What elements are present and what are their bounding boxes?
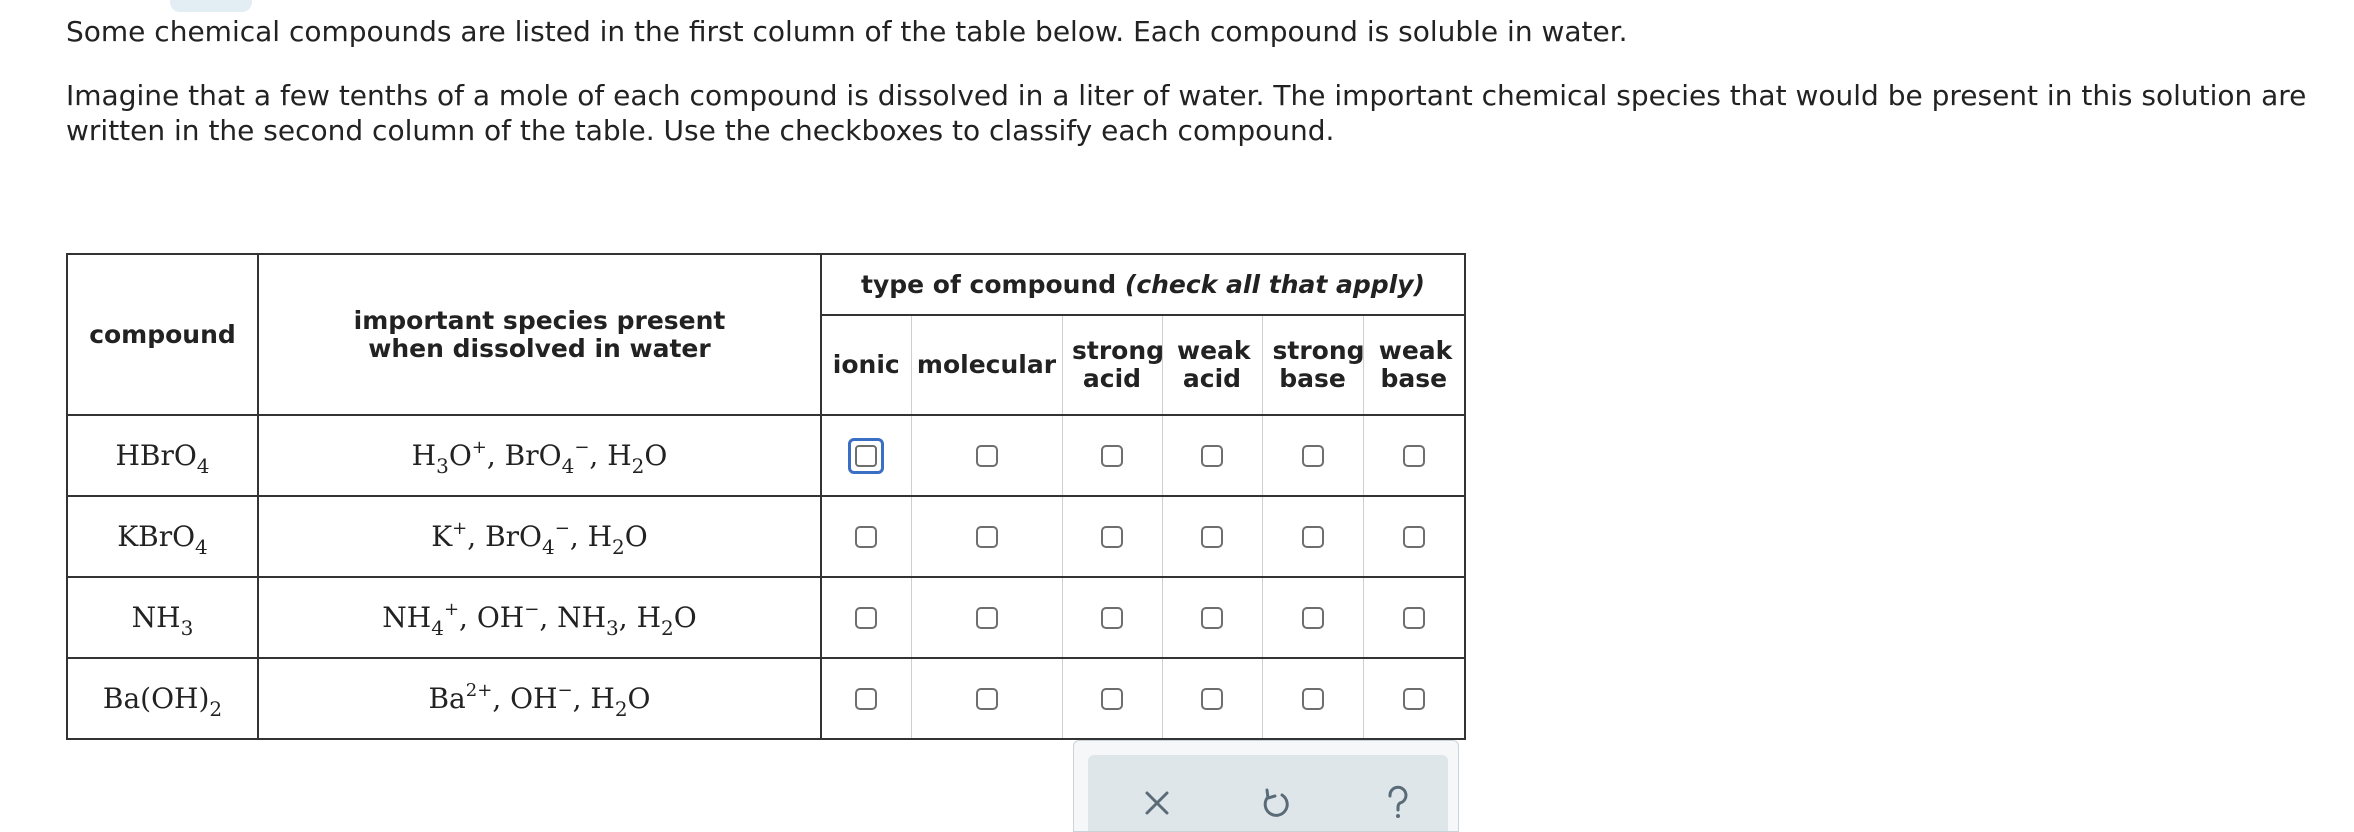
ionic-cell bbox=[821, 415, 911, 496]
strong-base-cell bbox=[1262, 577, 1363, 658]
molecular-cell bbox=[911, 658, 1062, 739]
checkbox-strong-acid[interactable] bbox=[1101, 688, 1123, 710]
checkbox-molecular[interactable] bbox=[976, 607, 998, 629]
header-ionic: ionic bbox=[821, 315, 911, 415]
compound-cell: KBrO$_4$ bbox=[67, 496, 258, 577]
undo-icon bbox=[1259, 787, 1291, 819]
compound-cell: $Ba(OH)_2$ bbox=[67, 658, 258, 739]
strong-base-cell bbox=[1262, 658, 1363, 739]
answer-toolbar-panel bbox=[1088, 755, 1448, 831]
checkbox-weak-acid[interactable] bbox=[1201, 688, 1223, 710]
undo-button[interactable] bbox=[1253, 781, 1297, 825]
checkbox-strong-acid[interactable] bbox=[1101, 607, 1123, 629]
classification-table bbox=[66, 253, 1466, 740]
checkbox-weak-acid[interactable] bbox=[1201, 445, 1223, 467]
header-molecular: molecular bbox=[911, 315, 1062, 415]
species-cell: K+, BrO$_4$−, $H_2O$ bbox=[258, 496, 821, 577]
compound-cell: $NH_3$ bbox=[67, 577, 258, 658]
species-cell: $NH_4^+$, OH−, $NH_3$, $H_2O$ bbox=[258, 577, 821, 658]
species-cell: $H_3O^+$, BrO$_4$−, $H_2O$ bbox=[258, 415, 821, 496]
molecular-cell bbox=[911, 415, 1062, 496]
weak-acid-cell bbox=[1162, 577, 1262, 658]
top-tab bbox=[170, 0, 252, 12]
instructions-line-2: Imagine that a few tenths of a mole of each compound is dissolved in a liter of water. The important chemical species that would be present in this solution are written in the second column of the table. Use the checkboxes to classify each compound. bbox=[66, 79, 2307, 147]
checkbox-weak-acid[interactable] bbox=[1201, 607, 1223, 629]
weak-base-cell bbox=[1363, 415, 1465, 496]
weak-acid-cell bbox=[1162, 658, 1262, 739]
weak-acid-cell bbox=[1162, 415, 1262, 496]
strong-acid-cell bbox=[1062, 415, 1162, 496]
checkbox-strong-base[interactable] bbox=[1302, 607, 1324, 629]
strong-base-cell bbox=[1262, 415, 1363, 496]
header-weak-acid-label: weak acid bbox=[1177, 336, 1251, 393]
weak-acid-cell bbox=[1162, 496, 1262, 577]
table-row bbox=[67, 496, 1465, 577]
checkbox-strong-acid[interactable] bbox=[1101, 445, 1123, 467]
weak-base-cell bbox=[1363, 658, 1465, 739]
checkbox-weak-acid[interactable] bbox=[1201, 526, 1223, 548]
compound-cell: HBrO$_4$ bbox=[67, 415, 258, 496]
header-type-of-compound bbox=[821, 254, 1465, 315]
clear-button[interactable] bbox=[1135, 781, 1179, 825]
molecular-cell bbox=[911, 496, 1062, 577]
checkbox-ionic[interactable] bbox=[855, 526, 877, 548]
checkbox-weak-base[interactable] bbox=[1403, 688, 1425, 710]
table-row bbox=[67, 577, 1465, 658]
help-button[interactable] bbox=[1376, 781, 1420, 825]
header-strong-base bbox=[1262, 315, 1363, 415]
checkbox-strong-base[interactable] bbox=[1302, 526, 1324, 548]
strong-acid-cell bbox=[1062, 658, 1162, 739]
checkbox-ionic[interactable] bbox=[855, 688, 877, 710]
weak-base-cell bbox=[1363, 496, 1465, 577]
header-weak-acid bbox=[1162, 315, 1262, 415]
checkbox-weak-base[interactable] bbox=[1403, 445, 1425, 467]
molecular-cell bbox=[911, 577, 1062, 658]
species-cell: $Ba^{2+}$, OH−, $H_2O$ bbox=[258, 658, 821, 739]
checkbox-molecular[interactable] bbox=[976, 526, 998, 548]
checkbox-ionic[interactable] bbox=[848, 438, 884, 474]
header-compound: compound bbox=[67, 254, 258, 415]
checkbox-weak-base[interactable] bbox=[1403, 526, 1425, 548]
header-weak-base bbox=[1363, 315, 1465, 415]
table-row bbox=[67, 415, 1465, 496]
ionic-cell bbox=[821, 496, 911, 577]
checkbox-molecular[interactable] bbox=[976, 688, 998, 710]
weak-base-cell bbox=[1363, 577, 1465, 658]
header-species bbox=[258, 254, 821, 415]
header-strong-base-label: strong base bbox=[1272, 336, 1365, 393]
header-strong-acid-label: strong acid bbox=[1072, 336, 1165, 393]
checkbox-strong-base[interactable] bbox=[1302, 445, 1324, 467]
strong-acid-cell bbox=[1062, 496, 1162, 577]
instructions-line-1: Some chemical compounds are listed in the first column of the table below. Each compound is soluble in water. bbox=[66, 15, 1628, 48]
checkbox-weak-base[interactable] bbox=[1403, 607, 1425, 629]
x-icon bbox=[1142, 788, 1172, 818]
header-type-label: type of compound bbox=[861, 269, 1117, 299]
ionic-cell bbox=[821, 658, 911, 739]
header-type-hint: (check all that apply) bbox=[1124, 269, 1425, 299]
answer-toolbar bbox=[1073, 740, 1459, 832]
checkbox-ionic[interactable] bbox=[855, 607, 877, 629]
table-row bbox=[67, 658, 1465, 739]
header-strong-acid bbox=[1062, 315, 1165, 415]
header-species-label: important species present when dissolved in water bbox=[353, 305, 726, 363]
checkbox-strong-base[interactable] bbox=[1302, 688, 1324, 710]
strong-base-cell bbox=[1262, 496, 1363, 577]
checkbox-molecular[interactable] bbox=[976, 445, 998, 467]
ionic-cell bbox=[821, 577, 911, 658]
checkbox-strong-acid[interactable] bbox=[1101, 526, 1123, 548]
strong-acid-cell bbox=[1062, 577, 1162, 658]
header-weak-base-label: weak base bbox=[1378, 336, 1453, 393]
